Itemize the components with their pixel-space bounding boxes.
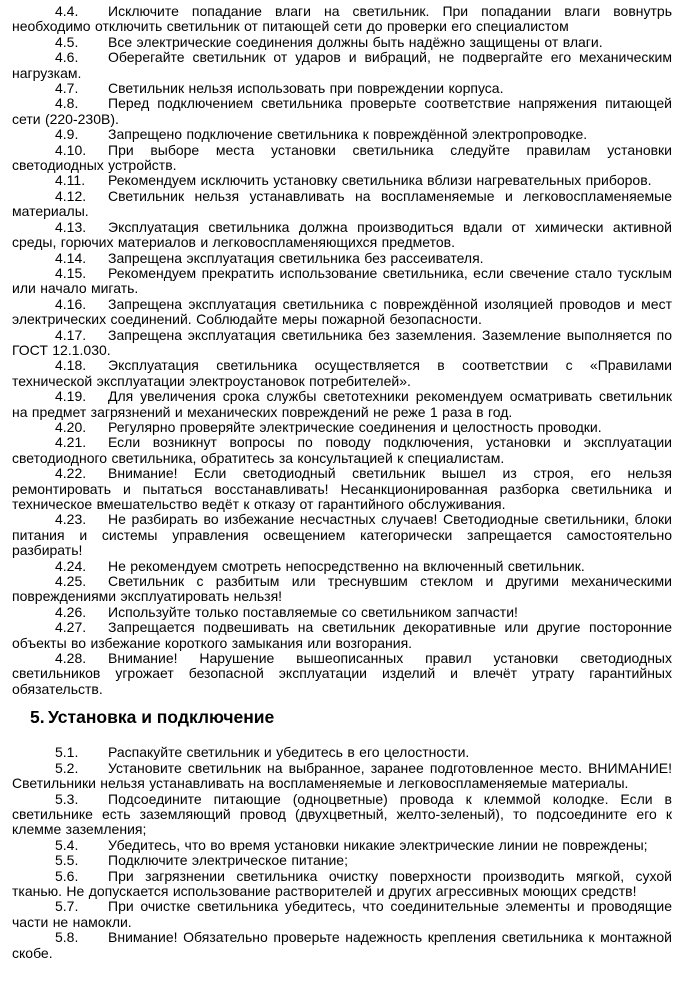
item-number: 4.12. [55,187,87,204]
item-text: Рекомендуем прекратить использование светильника, если свечение стало тусклым или начало мигать. [12,264,672,297]
item-text: Светильник нельзя устанавливать на воспламеняемые и легковоспламеняемые материалы. [12,187,672,220]
list-item [12,930,672,961]
item-text: Убедитесь, что во время установки никакие электрические линии не повреждены; [108,836,648,853]
item-number: 4.4. [55,3,79,19]
item-number: 5.3. [55,790,79,807]
list-item [12,173,672,188]
list-item [12,466,672,512]
item-text: Запрещается подвешивать на светильник декоративные или другие посторонние объекты во избежание короткого замыкания или возгорания. [12,619,672,651]
item-number: 5.2. [55,759,79,776]
item-text: При загрязнении светильника очистку поверхности производить мягкой, сухой тканью. Не допускается использование растворителей и других агрессивных моющих средств! [12,867,672,899]
section-heading-number: 5. [30,707,45,728]
item-text: Запрещена эксплуатация светильника с повреждённой изоляцией проводов и мест электрических соединений. Соблюдайте меры пожарной безопасности. [12,295,672,328]
item-text: Запрещена эксплуатация светильника без заземления. Заземление выполняется по ГОСТ 12.1.030. [12,326,672,358]
item-number: 4.22. [55,465,87,482]
list-item [12,4,672,35]
list-item [12,512,672,558]
item-number: 5.6. [55,867,79,884]
item-text: Рекомендуем исключить установку светильника вблизи нагревательных приборов. [108,172,652,189]
item-number: 4.25. [55,573,87,590]
item-text: Светильник нельзя использовать при повреждении корпуса. [108,80,504,97]
list-item [12,853,672,868]
item-number: 4.19. [55,388,87,405]
item-text: Используйте только поставляемые со светильником запчасти! [108,603,518,620]
list-item [12,651,672,697]
list-item [12,620,672,651]
list-item [12,869,672,900]
item-number: 4.15. [55,264,87,281]
item-number: 4.26. [55,603,87,620]
item-number: 5.8. [55,929,79,946]
item-text: Эксплуатация светильника должна производиться вдали от химически активной среды, горючих материалов и легковоспламеняющихся предметов. [12,218,672,251]
list-item [12,761,672,792]
list-item [12,189,672,220]
item-number: 5.4. [55,836,79,853]
list-item [12,96,672,127]
item-text: Исключите попадание влаги на светильник. При попадании влаги вовнутрь необходимо отключить светильник от питающей сети до проверки его специалистом [12,3,672,35]
item-number: 4.10. [55,141,87,158]
item-text: Эксплуатация светильника осуществляется в соответствии с «Правилами технической эксплуатации электроустановок потребителей». [12,357,672,389]
list-item [12,389,672,420]
item-number: 5.7. [55,898,79,915]
item-text: Запрещено подключение светильника к повреждённой электропроводке. [108,126,588,143]
item-text: Светильник с разбитым или треснувшим стеклом и другими механическими повреждениями эксплуатировать нельзя! [12,573,672,605]
list-item [12,35,672,50]
list-item [12,792,672,838]
item-number: 4.28. [55,650,87,667]
item-text: Внимание! Обязательно проверьте надежность крепления светильника к монтажной скобе. [12,929,672,961]
list-item [12,81,672,96]
item-text: Не разбирать во избежание несчастных случаев! Светодиодные светильники, блоки питания и системы управления освещением категорически запрещается самостоятельно разбирать! [12,511,672,559]
list-item [12,50,672,81]
list-item [12,328,672,359]
list-item [12,435,672,466]
item-number: 4.14. [55,249,87,266]
list-item [12,899,672,930]
item-text: Установите светильник на выбранное, заранее подготовленное место. ВНИМАНИЕ! Светильники нельзя устанавливать на воспламеняемые и легковоспламеняемые материалы. [12,759,672,792]
item-number: 4.23. [55,511,87,528]
list-item [12,574,672,605]
item-number: 4.11. [55,172,86,189]
list-item [12,143,672,174]
item-number: 4.27. [55,619,87,636]
item-number: 4.16. [55,295,87,312]
item-number: 4.13. [55,218,87,235]
item-text: Распакуйте светильник и убедитесь в его целостности. [108,744,470,761]
item-text: При очистке светильника убедитесь, что соединительные элементы и проводящие части не намокли. [12,898,672,930]
section-heading [12,706,672,728]
list-item [12,127,672,142]
item-number: 4.7. [55,80,79,97]
list-item [12,297,672,328]
item-number: 4.21. [55,434,87,451]
item-text: Оберегайте светильник от ударов и вибраций, не подвергайте его механическим нагрузкам. [12,49,672,81]
list-item [12,358,672,389]
item-number: 4.17. [55,326,87,343]
item-text: Регулярно проверяйте электрические соединения и целостность проводки. [108,418,602,435]
item-text: Подключите электрическое питание; [108,852,348,869]
list-item [12,266,672,297]
list-item [12,605,672,620]
item-text: Все электрические соединения должны быть надёжно защищены от влаги. [108,33,603,50]
list-item [12,420,672,435]
installation-steps-list [12,745,672,961]
list-item [12,745,672,760]
item-text: Не рекомендуем смотреть непосредственно на включенный светильник. [108,557,585,574]
list-item [12,559,672,574]
section-heading-title: Установка и подключение [48,707,275,728]
item-text: Если возникнут вопросы по поводу подключения, установки и эксплуатации светодиодного светильника, обратитесь за консультацией к специалистам. [12,434,672,466]
item-text: Перед подключением светильника проверьте соответствие напряжения питающей сети (220-230В). [12,95,672,127]
item-text: Для увеличения срока службы светотехники рекомендуем осматривать светильник на предмет загрязнений и механических повреждений не реже 1 раза в год. [12,388,672,420]
item-text: Запрещена эксплуатация светильника без рассеивателя. [108,249,484,266]
item-number: 4.9. [55,126,79,143]
item-number: 4.24. [55,557,87,574]
item-text: Внимание! Нарушение вышеописанных правил установки светодиодных светильников угрожает безопасной эксплуатации изделий и влечёт утрату гарантийных обязательств. [12,650,672,697]
item-number: 4.6. [55,49,79,66]
item-number: 5.1. [55,744,79,761]
list-item [12,220,672,251]
item-text: При выборе места установки светильника следуйте правилам установки светодиодных устройств. [12,141,672,174]
list-item [12,251,672,266]
item-number: 4.8. [55,95,79,112]
safety-rules-list [12,4,672,697]
item-text: Подсоедините питающие (одноцветные) провода к клеммой колодке. Если в светильнике есть заземляющий провод (двухцветный, желто-зеленый), то подсоедините его к клемме заземления; [12,790,672,838]
list-item [12,838,672,853]
item-number: 4.20. [55,418,87,435]
item-text: Внимание! Если светодиодный светильник вышел из строя, его нельзя ремонтировать и пытаться восстанавливать! Несанкционированная разборка светильника и техническое вмешательство ведёт к отказу от гарантийного обслуживания. [12,465,672,512]
item-number: 4.18. [55,357,87,374]
item-number: 4.5. [55,33,79,50]
item-number: 5.5. [55,852,79,869]
